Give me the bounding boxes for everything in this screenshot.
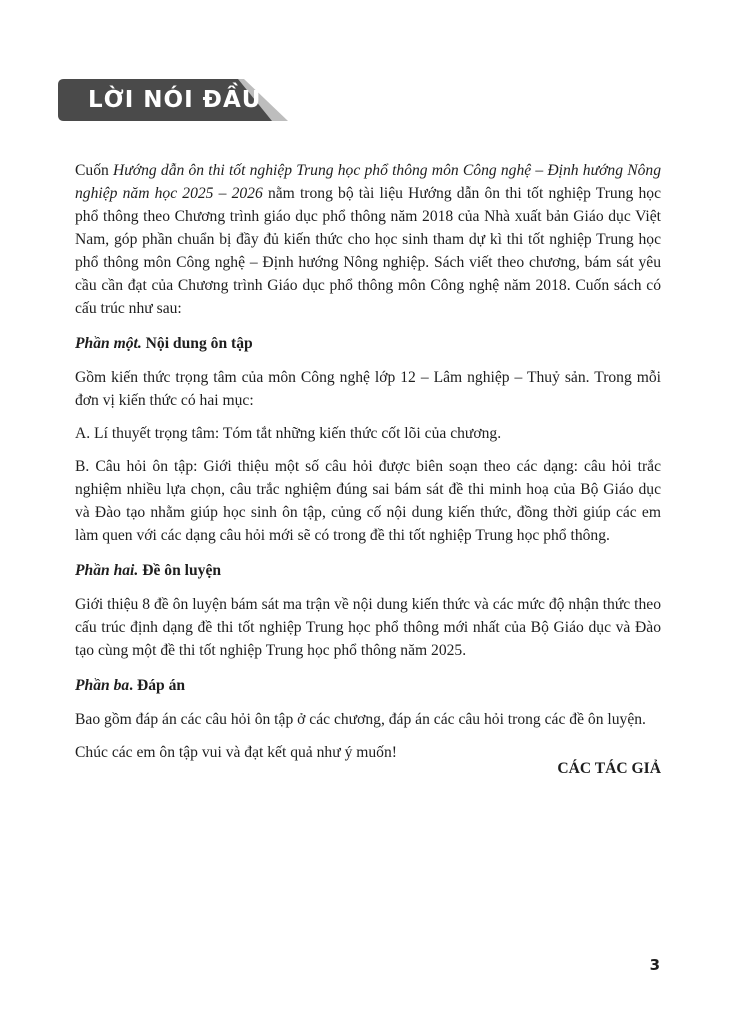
page-number: 3 xyxy=(649,956,660,974)
page-title: LỜI NÓI ĐẦU xyxy=(88,87,262,113)
intro-text: nằm trong bộ tài liệu Hướng dẫn ôn thi tốt nghiệp Trung học phổ thông theo Chương trình giáo dục phổ thông năm 2018 của Nhà xuất bản Giáo dục Việt Nam, góp phần chuẩn bị đầy đủ kiến thức cho học sinh tham dự kì thi tốt nghiệp Trung học phổ thông môn Công nghệ – Định hướng Nông nghiệp. Sách viết theo chương, bám sát yêu cầu cần đạt của Chương trình Giáo dục phổ thông môn Công nghệ năm 2018. Cuốn sách có cấu trúc như sau: xyxy=(75,185,661,317)
title-banner xyxy=(58,79,288,121)
section-paragraph: A. Lí thuyết trọng tâm: Tóm tắt những kiến thức cốt lõi của chương. xyxy=(75,425,502,442)
intro-paragraph xyxy=(75,159,661,320)
authors-signature: CÁC TÁC GIẢ xyxy=(557,760,661,777)
section-heading-part-three: Phần ba. Đáp án xyxy=(75,677,186,694)
section-paragraph: B. Câu hỏi ôn tập: Giới thiệu một số câu hỏi được biên soạn theo các dạng: câu hỏi trắc nghiệm nhiều lựa chọn, câu trắc nghiệm đúng sai bám sát đề thi minh hoạ của Bộ Giáo dục và Đào tạo nhằm giúp học sinh ôn tập, củng cố nội dung kiến thức, đồng thời giúp các em làm quen với các dạng câu hỏi mới sẽ có trong đề thi tốt nghiệp Trung học phổ thông. xyxy=(75,458,661,544)
section-paragraph: Gồm kiến thức trọng tâm của môn Công nghệ lớp 12 – Lâm nghiệp – Thuỷ sản. Trong mỗi đơn vị kiến thức có hai mục: xyxy=(75,369,661,409)
preface-body xyxy=(75,159,661,776)
section-paragraph: Giới thiệu 8 đề ôn luyện bám sát ma trận về nội dung kiến thức và các mức độ nhận thức theo cấu trúc định dạng đề thi tốt nghiệp Trung học phổ thông mới nhất của Bộ Giáo dục và Đào tạo cùng một đề thi tốt nghiệp Trung học phổ thông năm 2025. xyxy=(75,596,661,659)
section-paragraph: Bao gồm đáp án các câu hỏi ôn tập ở các chương, đáp án các câu hỏi trong các đề ôn luyện. xyxy=(75,711,646,728)
intro-lead: Cuốn xyxy=(75,162,109,179)
book-title: Hướng dẫn ôn thi tốt nghiệp Trung học phổ thông môn Công nghệ – Định hướng Nông nghiệp năm học 2025 – 2026 xyxy=(75,162,661,202)
closing-line: Chúc các em ôn tập vui và đạt kết quả như ý muốn! xyxy=(75,744,397,761)
section-heading-part-two: Phần hai. Đề ôn luyện xyxy=(75,562,222,579)
section-heading-part-one: Phần một. Nội dung ôn tập xyxy=(75,335,253,352)
